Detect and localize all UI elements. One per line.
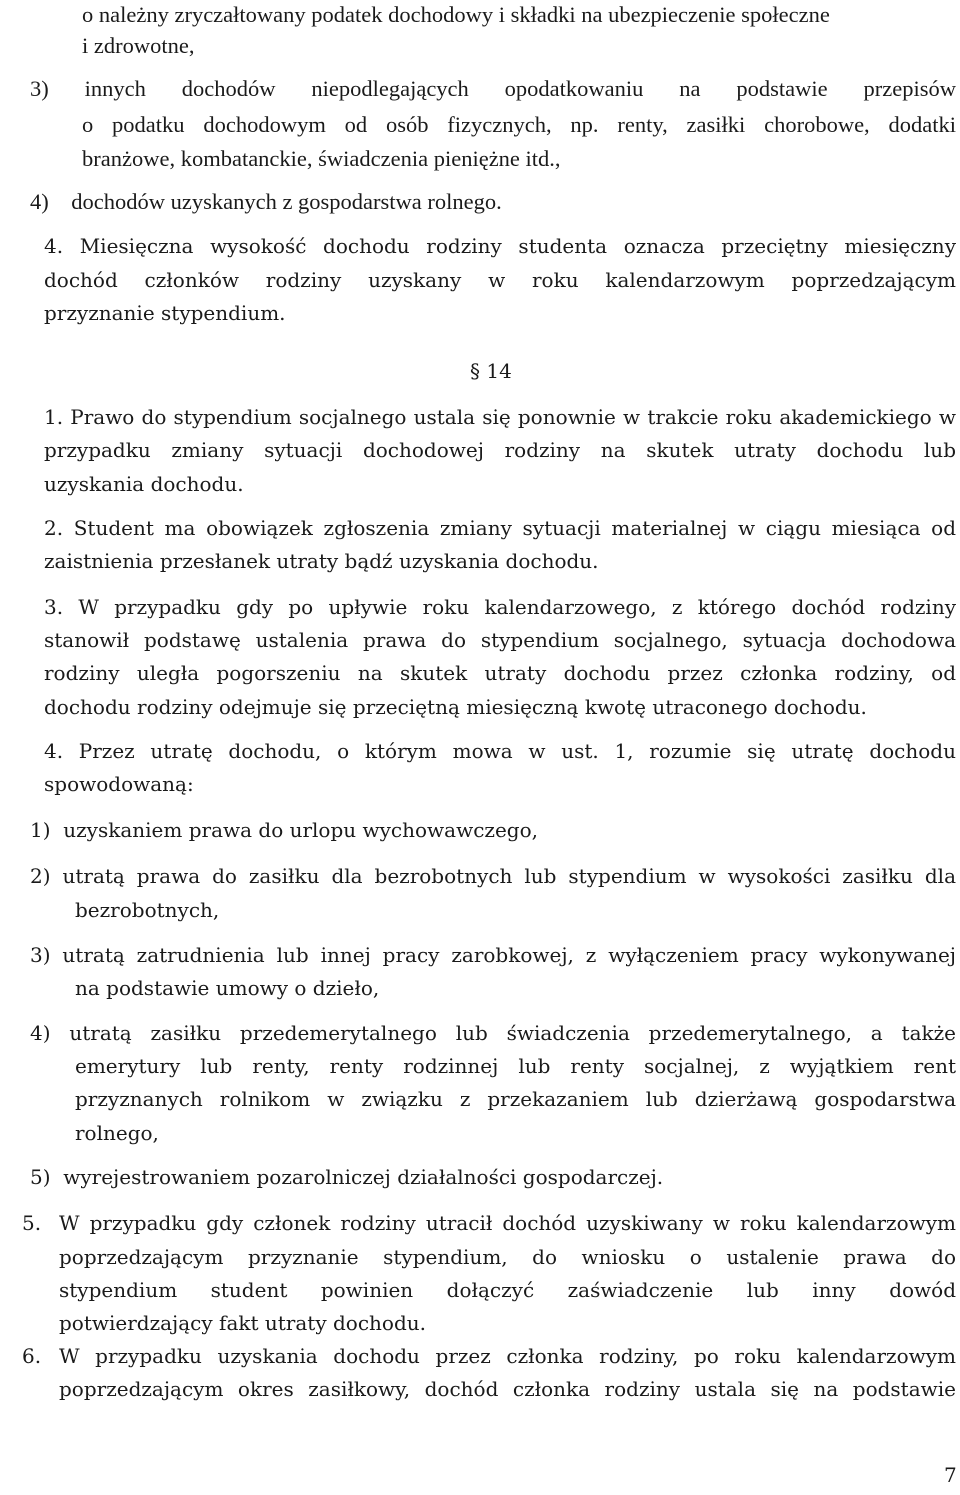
text-line: poprzedzającym okres zasiłkowy, dochód członka rodziny ustala się na podstawie — [59, 1377, 956, 1401]
text-line: bezrobotnych, — [75, 898, 220, 922]
list-number: 6. — [22, 1344, 42, 1368]
text-line: 2. Student ma obowiązek zgłoszenia zmiany sytuacji materialnej w ciągu miesiąca od — [44, 516, 956, 540]
text-line: stypendium student powinien dołączyć zaświadczenie lub inny dowód — [59, 1278, 956, 1302]
section-heading: § 14 — [470, 359, 512, 383]
list-item: 1) uzyskaniem prawa do urlopu wychowawczego, — [30, 818, 538, 842]
list-item: 4) utratą zasiłku przedemerytalnego lub świadczenia przedemerytalnego, a także — [30, 1021, 956, 1045]
text-line: 4. Miesięczna wysokość dochodu rodziny studenta oznacza przeciętny miesięczny — [44, 234, 956, 258]
text-line: 3. W przypadku gdy po upływie roku kalendarzowego, z którego dochód rodziny — [44, 595, 956, 619]
text-line: dochód członków rodziny uzyskany w roku kalendarzowym poprzedzającym — [44, 268, 956, 292]
text-line: 3) innych dochodów niepodlegających opodatkowaniu na podstawie przepisów — [30, 76, 956, 101]
list-number: 5. — [22, 1211, 42, 1235]
text-line: przypadku zmiany sytuacji dochodowej rodziny na skutek utraty dochodu lub — [44, 438, 956, 462]
text-line: W przypadku gdy członek rodziny utracił dochód uzyskiwany w roku kalendarzowym — [59, 1211, 956, 1235]
page-number: 7 — [944, 1463, 957, 1487]
text-line: rodziny uległa pogorszeniu na skutek utraty dochodu przez członka rodziny, od — [44, 661, 956, 685]
text-line: branżowe, kombatanckie, świadczenia pieniężne itd., — [82, 146, 561, 171]
text-line: o należny zryczałtowany podatek dochodowy i składki na ubezpieczenie społeczne — [82, 2, 830, 27]
text-line: uzyskania dochodu. — [44, 472, 244, 496]
list-item: 2) utratą prawa do zasiłku dla bezrobotnych lub stypendium w wysokości zasiłku dla — [30, 864, 956, 888]
text-line: potwierdzający fakt utraty dochodu. — [59, 1311, 426, 1335]
text-line: i zdrowotne, — [82, 33, 195, 58]
text-line: poprzedzającym przyznanie stypendium, do wniosku o ustalenie prawa do — [59, 1245, 956, 1269]
text-line: przyznanych rolnikom w związku z przekazaniem lub dzierżawą gospodarstwa — [75, 1087, 956, 1111]
text-line: emerytury lub renty, renty rodzinnej lub renty socjalnej, z wyjątkiem rent — [75, 1054, 956, 1078]
text-line: W przypadku uzyskania dochodu przez członka rodziny, po roku kalendarzowym — [59, 1344, 956, 1368]
list-item: 5) wyrejestrowaniem pozarolniczej działalności gospodarczej. — [30, 1165, 664, 1189]
text-line: 4) dochodów uzyskanych z gospodarstwa rolnego. — [30, 189, 502, 214]
text-line: 4. Przez utratę dochodu, o którym mowa w ust. 1, rozumie się utratę dochodu — [44, 739, 956, 763]
text-line: stanowił podstawę ustalenia prawa do stypendium socjalnego, sytuacja dochodowa — [44, 628, 956, 652]
text-line: dochodu rodziny odejmuje się przeciętną miesięczną kwotę utraconego dochodu. — [44, 695, 867, 719]
text-line: na podstawie umowy o dzieło, — [75, 976, 380, 1000]
list-item: 3) utratą zatrudnienia lub innej pracy zarobkowej, z wyłączeniem pracy wykonywanej — [30, 943, 956, 967]
text-line: rolnego, — [75, 1121, 159, 1145]
text-line: o podatku dochodowym od osób fizycznych, np. renty, zasiłki chorobowe, dodatki — [82, 112, 956, 137]
text-line: 1. Prawo do stypendium socjalnego ustala się ponownie w trakcie roku akademickiego w — [44, 405, 956, 429]
text-line: przyznanie stypendium. — [44, 301, 286, 325]
text-line: spowodowaną: — [44, 772, 194, 796]
text-line: zaistnienia przesłanek utraty bądź uzyskania dochodu. — [44, 549, 599, 573]
